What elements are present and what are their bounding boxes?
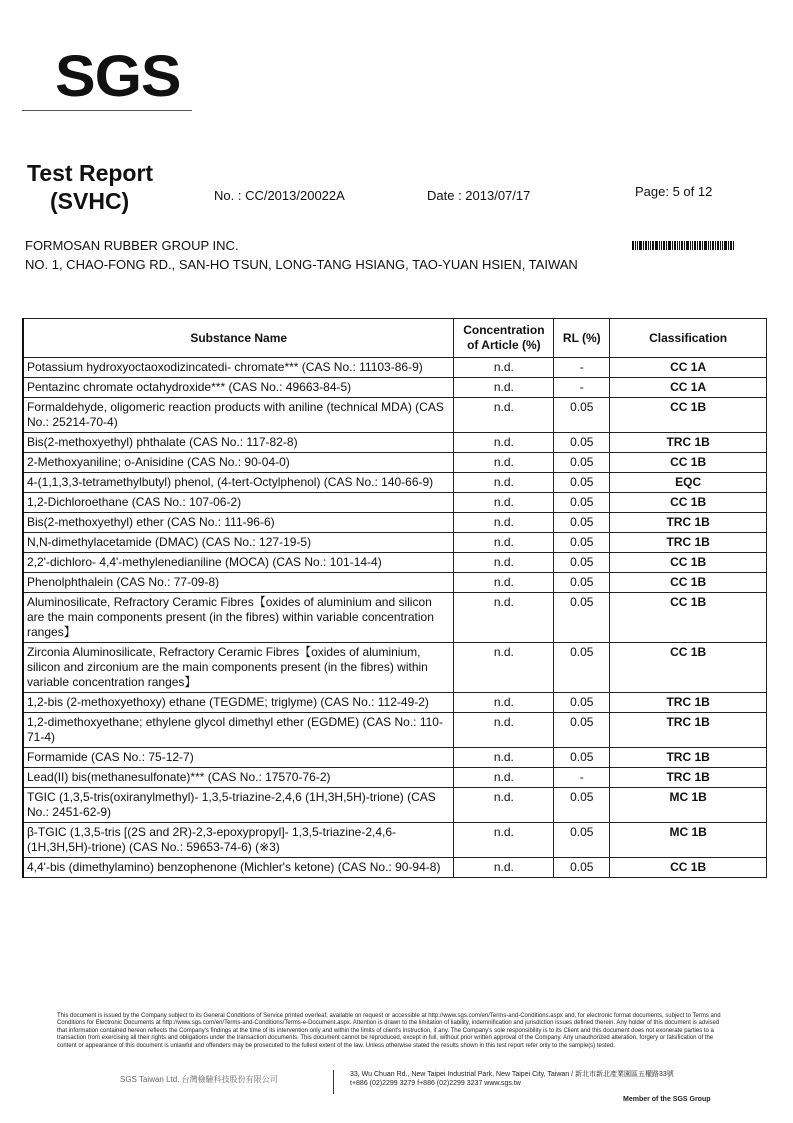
substance-name-cell: β-TGIC (1,3,5-tris [(2S and 2R)-2,3-epoxypropyl]- 1,3,5-triazine-2,4,6-(1H,3H,5H)-trione) (CAS No.: 59653-74-6) (※3) — [23, 823, 454, 858]
rl-cell: - — [554, 768, 610, 788]
substance-name-cell: 1,2-bis (2-methoxyethoxy) ethane (TEGDME; triglyme) (CAS No.: 112-49-2) — [23, 693, 454, 713]
concentration-cell: n.d. — [454, 643, 554, 693]
classification-cell: CC 1B — [610, 453, 767, 473]
concentration-cell: n.d. — [454, 713, 554, 748]
concentration-cell: n.d. — [454, 513, 554, 533]
concentration-cell: n.d. — [454, 788, 554, 823]
header-substance-name: Substance Name — [23, 319, 454, 358]
rl-cell: 0.05 — [554, 573, 610, 593]
table-row — [23, 553, 767, 573]
client-name: FORMOSAN RUBBER GROUP INC. — [25, 238, 239, 253]
classification-cell: CC 1B — [610, 398, 767, 433]
concentration-cell: n.d. — [454, 748, 554, 768]
classification-cell: CC 1B — [610, 858, 767, 878]
substance-name-cell: 4,4'-bis (dimethylamino) benzophenone (Michler's ketone) (CAS No.: 90-94-8) — [23, 858, 454, 878]
header-concentration: Concentration of Article (%) — [454, 319, 554, 358]
footer-company: SGS Taiwan Ltd. 台灣檢驗科技股份有限公司 — [120, 1075, 278, 1084]
table-row — [23, 398, 767, 433]
classification-cell: CC 1A — [610, 358, 767, 378]
classification-cell: CC 1B — [610, 643, 767, 693]
table-row — [23, 858, 767, 878]
classification-cell: CC 1A — [610, 378, 767, 398]
substance-name-cell: Phenolphthalein (CAS No.: 77-09-8) — [23, 573, 454, 593]
svhc-results-table — [22, 318, 767, 878]
classification-cell: TRC 1B — [610, 513, 767, 533]
footer-address-line2: t+886 (02)2299 3279 f+886 (02)2299 3237 www.sgs.tw — [350, 1080, 521, 1087]
rl-cell: 0.05 — [554, 788, 610, 823]
concentration-cell: n.d. — [454, 593, 554, 643]
table-row — [23, 453, 767, 473]
substance-name-cell: Formaldehyde, oligomeric reaction products with aniline (technical MDA) (CAS No.: 25214-70-4) — [23, 398, 454, 433]
classification-cell: CC 1B — [610, 593, 767, 643]
concentration-cell: n.d. — [454, 693, 554, 713]
table-row — [23, 713, 767, 748]
table-row — [23, 513, 767, 533]
member-note: Member of the SGS Group — [623, 1096, 711, 1103]
table-row — [23, 693, 767, 713]
substance-name-cell: 1,2-Dichloroethane (CAS No.: 107-06-2) — [23, 493, 454, 513]
rl-cell: 0.05 — [554, 398, 610, 433]
report-subtitle: (SVHC) — [50, 188, 130, 214]
substance-name-cell: Bis(2-methoxyethyl) ether (CAS No.: 111-96-6) — [23, 513, 454, 533]
classification-cell: CC 1B — [610, 493, 767, 513]
table-header-row — [23, 319, 767, 358]
classification-cell: TRC 1B — [610, 533, 767, 553]
substance-name-cell: Bis(2-methoxyethyl) phthalate (CAS No.: 117-82-8) — [23, 433, 454, 453]
rl-cell: 0.05 — [554, 693, 610, 713]
table-row — [23, 643, 767, 693]
rl-cell: 0.05 — [554, 593, 610, 643]
report-date: Date : 2013/07/17 — [427, 188, 531, 203]
table-row — [23, 378, 767, 398]
rl-cell: 0.05 — [554, 513, 610, 533]
rl-cell: 0.05 — [554, 643, 610, 693]
page-number: Page: 5 of 12 — [635, 184, 713, 199]
concentration-cell: n.d. — [454, 553, 554, 573]
table-row — [23, 788, 767, 823]
classification-cell: EQC — [610, 473, 767, 493]
classification-cell: CC 1B — [610, 573, 767, 593]
rl-cell: 0.05 — [554, 713, 610, 748]
disclaimer-text: This document is issued by the Company subject to its General Conditions of Service printed overleaf, available on request or accessible at http://www.sgs.com/en/Terms-and-Conditions.aspx and, for electronic format documents, subject to Terms and Conditions for Electronic Documents at http://www.sgs.com/en/Terms-and-Conditions/Terms-e-Document.aspx. Attention is drawn to the limitation of liability, indemnification and jurisdiction issues defined therein. Any holder of this document is advised that information contained hereon reflects the Company's findings at the time of its intervention only and within the limits of client's instruction, if any. The Company's sole responsibility is to its Client and this document does not exonerate parties to a transaction from exercising all their rights and obligations under the transaction documents. This document cannot be reproduced, except in full, without prior written approval of the Company. Any unauthorized alteration, forgery or falsification of the content or appearance of this document is unlawful and offenders may be prosecuted to the fullest extent of the law. Unless otherwise stated the results shown in this test report refer only to the sample(s) tested. — [57, 1013, 721, 1049]
rl-cell: 0.05 — [554, 823, 610, 858]
substance-name-cell: 1,2-dimethoxyethane; ethylene glycol dimethyl ether (EGDME) (CAS No.: 110-71-4) — [23, 713, 454, 748]
sgs-logo: SGS — [55, 44, 181, 109]
concentration-cell: n.d. — [454, 378, 554, 398]
rl-cell: 0.05 — [554, 493, 610, 513]
logo-underline — [22, 110, 192, 111]
rl-cell: 0.05 — [554, 533, 610, 553]
substance-name-cell: N,N-dimethylacetamide (DMAC) (CAS No.: 127-19-5) — [23, 533, 454, 553]
report-title: Test Report — [27, 160, 154, 186]
client-address: NO. 1, CHAO-FONG RD., SAN-HO TSUN, LONG-TANG HSIANG, TAO-YUAN HSIEN, TAIWAN — [25, 257, 578, 272]
footer-address-line1: 33, Wu Chuan Rd., New Taipei Industrial Park, New Taipei City, Taiwan / 新北市新北產業園區五權路33號 — [350, 1071, 674, 1078]
barcode-icon — [632, 241, 768, 250]
substance-name-cell: 2,2'-dichloro- 4,4'-methylenedianiline (MOCA) (CAS No.: 101-14-4) — [23, 553, 454, 573]
concentration-cell: n.d. — [454, 473, 554, 493]
substance-name-cell: Pentazinc chromate octahydroxide*** (CAS No.: 49663-84-5) — [23, 378, 454, 398]
classification-cell: TRC 1B — [610, 713, 767, 748]
substance-name-cell: Formamide (CAS No.: 75-12-7) — [23, 748, 454, 768]
footer-address — [350, 1070, 674, 1088]
rl-cell: 0.05 — [554, 748, 610, 768]
classification-cell: TRC 1B — [610, 748, 767, 768]
classification-cell: MC 1B — [610, 788, 767, 823]
substance-name-cell: Lead(II) bis(methanesulfonate)*** (CAS No.: 17570-76-2) — [23, 768, 454, 788]
substance-name-cell: 2-Methoxyaniline; o-Anisidine (CAS No.: 90-04-0) — [23, 453, 454, 473]
table-row — [23, 573, 767, 593]
classification-cell: TRC 1B — [610, 768, 767, 788]
table-row — [23, 823, 767, 858]
concentration-cell: n.d. — [454, 453, 554, 473]
header-rl: RL (%) — [554, 319, 610, 358]
concentration-cell: n.d. — [454, 573, 554, 593]
table-row — [23, 748, 767, 768]
table-row — [23, 433, 767, 453]
rl-cell: - — [554, 378, 610, 398]
classification-cell: TRC 1B — [610, 433, 767, 453]
table-body — [23, 358, 767, 878]
rl-cell: 0.05 — [554, 858, 610, 878]
substance-name-cell: TGIC (1,3,5-tris(oxiranylmethyl)- 1,3,5-triazine-2,4,6 (1H,3H,5H)-trione) (CAS No.: 2451-62-9) — [23, 788, 454, 823]
substance-name-cell: Potassium hydroxyoctaoxodizincatedi- chromate*** (CAS No.: 11103-86-9) — [23, 358, 454, 378]
table-row — [23, 473, 767, 493]
concentration-cell: n.d. — [454, 768, 554, 788]
table-row — [23, 358, 767, 378]
concentration-cell: n.d. — [454, 433, 554, 453]
substance-name-cell: Zirconia Aluminosilicate, Refractory Ceramic Fibres【oxides of aluminium, silicon and zirconium are the main components present (in the fibres) within variable concentration ranges】 — [23, 643, 454, 693]
table-row — [23, 493, 767, 513]
substance-name-cell: Aluminosilicate, Refractory Ceramic Fibres【oxides of aluminium and silicon are the main components present (in the fibres) within variable concentration ranges】 — [23, 593, 454, 643]
classification-cell: MC 1B — [610, 823, 767, 858]
concentration-cell: n.d. — [454, 398, 554, 433]
header-classification: Classification — [610, 319, 767, 358]
classification-cell: TRC 1B — [610, 693, 767, 713]
rl-cell: 0.05 — [554, 433, 610, 453]
concentration-cell: n.d. — [454, 823, 554, 858]
table-row — [23, 533, 767, 553]
footer-divider — [333, 1070, 334, 1094]
report-number: No. : CC/2013/20022A — [214, 188, 345, 203]
concentration-cell: n.d. — [454, 493, 554, 513]
rl-cell: 0.05 — [554, 553, 610, 573]
rl-cell: 0.05 — [554, 473, 610, 493]
concentration-cell: n.d. — [454, 358, 554, 378]
rl-cell: 0.05 — [554, 453, 610, 473]
rl-cell: - — [554, 358, 610, 378]
table-row — [23, 593, 767, 643]
concentration-cell: n.d. — [454, 858, 554, 878]
table-row — [23, 768, 767, 788]
concentration-cell: n.d. — [454, 533, 554, 553]
substance-name-cell: 4-(1,1,3,3-tetramethylbutyl) phenol, (4-tert-Octylphenol) (CAS No.: 140-66-9) — [23, 473, 454, 493]
classification-cell: CC 1B — [610, 553, 767, 573]
